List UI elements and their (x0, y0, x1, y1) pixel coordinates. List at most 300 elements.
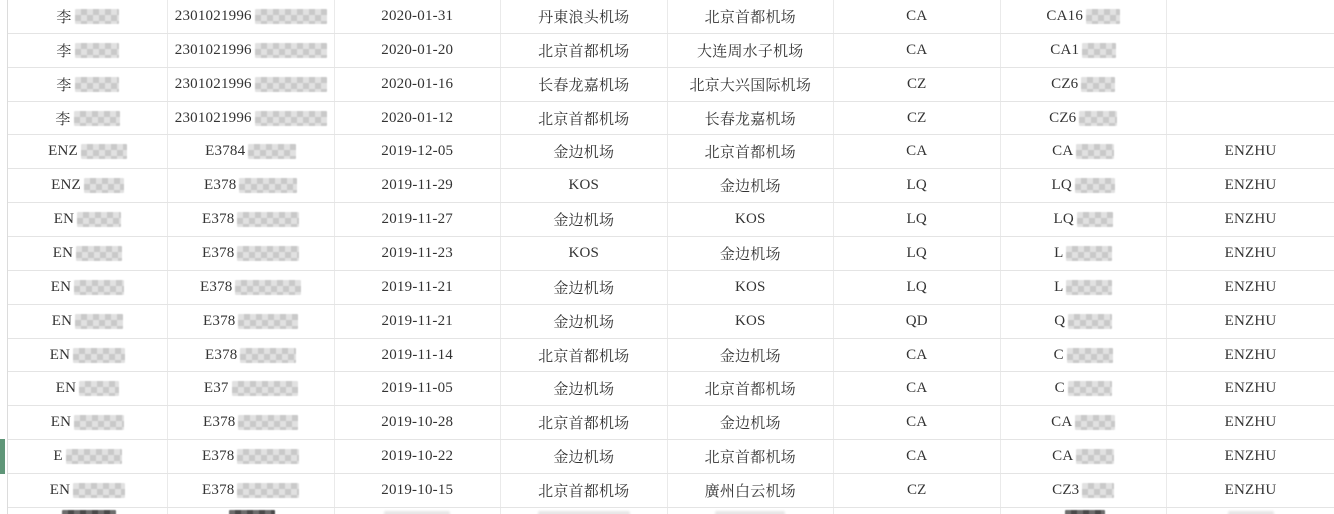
departure-airport-cell[interactable] (501, 271, 668, 304)
cell-text: 2019-11-27 (381, 211, 453, 228)
cell-text: ENZHU (1224, 448, 1277, 465)
censored-text-block (1086, 9, 1120, 24)
cell-text: 2019-10-15 (381, 481, 454, 498)
airline-code-cell[interactable] (834, 406, 1001, 439)
airline-code-cell[interactable] (834, 339, 1001, 372)
arrival-airport-cell[interactable] (668, 372, 835, 405)
airline-code-cell[interactable] (834, 0, 1001, 33)
cell-text: 长春龙嘉机场 (704, 111, 796, 128)
cell-text: CA (1051, 414, 1073, 431)
id-number-cell[interactable] (168, 305, 335, 338)
cell-text: LQ (906, 211, 927, 228)
cell-text: EN (50, 278, 72, 295)
cell-text: EN (52, 244, 74, 261)
departure-airport-cell[interactable] (501, 169, 668, 202)
departure-airport-cell[interactable] (501, 34, 668, 67)
flight-number-cell[interactable] (1001, 135, 1168, 168)
cell-text: EN (49, 346, 71, 363)
cell-text: LQ (906, 278, 927, 295)
cell-text: CA (1052, 143, 1074, 160)
cell-text: 2301021996 (174, 7, 252, 24)
cell-text: 2020-01-16 (381, 75, 454, 92)
account-name-cell[interactable] (1167, 305, 1334, 338)
faded-text-hint (384, 511, 450, 514)
account-name-cell[interactable] (1167, 102, 1334, 135)
censored-text-block (240, 348, 296, 363)
departure-airport-cell[interactable] (501, 372, 668, 405)
cell-text: 2020-01-31 (381, 7, 454, 24)
cell-text: 金边机场 (553, 280, 615, 297)
censored-text-block (255, 9, 327, 24)
cell-text: 2019-11-21 (381, 278, 453, 295)
airline-code-cell[interactable] (834, 203, 1001, 236)
cell-text: ENZHU (1224, 143, 1277, 160)
cell-text: L (1054, 244, 1064, 261)
cell-text: ENZ (48, 143, 78, 160)
cell-text: CZ (906, 109, 927, 126)
table-row[interactable] (8, 237, 1334, 271)
censored-text-block (62, 510, 116, 514)
account-name-cell[interactable] (1167, 135, 1334, 168)
flight-date-cell[interactable] (335, 169, 502, 202)
cell-text: 金边机场 (719, 416, 781, 433)
table-row[interactable] (8, 406, 1334, 440)
flight-number-cell[interactable] (1001, 0, 1168, 33)
passenger-name-cell[interactable] (8, 474, 168, 507)
passenger-name-cell[interactable] (8, 68, 168, 101)
passenger-name-cell[interactable] (8, 135, 168, 168)
censored-text-block (75, 314, 123, 329)
cell-text: ENZHU (1224, 211, 1277, 228)
departure-airport-cell[interactable] (501, 203, 668, 236)
cell-text: ENZHU (1224, 346, 1277, 363)
flight-date-cell[interactable] (335, 68, 502, 101)
cell-text: KOS (568, 244, 600, 261)
cell-text: E378 (202, 481, 235, 498)
departure-airport-cell[interactable] (501, 102, 668, 135)
departure-airport-cell[interactable] (501, 135, 668, 168)
cell-text: 北京首都机场 (538, 416, 630, 433)
id-number-cell[interactable] (168, 372, 335, 405)
cell-text: ENZHU (1224, 278, 1277, 295)
censored-text-block (75, 9, 119, 24)
censored-text-block (73, 348, 125, 363)
table-row[interactable] (8, 34, 1334, 68)
id-number-cell[interactable] (168, 203, 335, 236)
passenger-name-cell[interactable] (8, 440, 168, 473)
departure-airport-cell[interactable] (501, 406, 668, 439)
censored-text-block (1076, 144, 1114, 159)
account-name-cell[interactable] (1167, 440, 1334, 473)
cell-text: 2019-11-05 (381, 380, 453, 397)
cell-text: CA1 (1050, 41, 1080, 58)
cell-text: 北京首都机场 (538, 483, 630, 500)
cell-text: 2301021996 (174, 109, 252, 126)
flight-number-cell[interactable] (1001, 339, 1168, 372)
airline-code-cell[interactable] (834, 68, 1001, 101)
airline-code-cell[interactable] (834, 271, 1001, 304)
flight-number-cell[interactable] (1001, 237, 1168, 270)
arrival-airport-cell[interactable] (668, 135, 835, 168)
cell-text: ENZ (51, 177, 81, 194)
flight-date-cell[interactable] (335, 237, 502, 270)
airline-code-cell[interactable] (834, 34, 1001, 67)
table-row[interactable] (8, 271, 1334, 305)
cell-text: 北京首都机场 (704, 450, 796, 467)
cell-text: CZ (906, 75, 927, 92)
flight-number-cell[interactable] (1001, 372, 1168, 405)
flight-date-cell[interactable] (335, 406, 502, 439)
censored-text-block (239, 178, 297, 193)
flight-number-cell[interactable] (1001, 271, 1168, 304)
censored-text-block (255, 43, 327, 58)
flight-date-cell[interactable] (335, 372, 502, 405)
cell-text: E378 (204, 177, 237, 194)
censored-text-block (1066, 246, 1112, 261)
cell-text: 2019-10-28 (381, 414, 454, 431)
cell-text: 2019-10-22 (381, 448, 454, 465)
cell-text: CZ6 (1049, 109, 1077, 126)
cell-text: CZ6 (1051, 75, 1079, 92)
flight-date-cell[interactable] (335, 102, 502, 135)
censored-text-block (75, 77, 119, 92)
cell-text: KOS (734, 211, 766, 228)
cell-text: LQ (1051, 177, 1072, 194)
departure-airport-cell[interactable] (501, 0, 668, 33)
id-number-cell[interactable] (168, 68, 335, 101)
id-number-cell[interactable] (168, 339, 335, 372)
cell-text: 2301021996 (174, 75, 252, 92)
cell-text: 廣州白云机场 (704, 483, 796, 500)
flight-records-table (7, 0, 1334, 514)
cell-text: E378 (202, 211, 235, 228)
cell-text: 大连周水子机场 (697, 43, 804, 60)
cell-text: EN (51, 312, 73, 329)
cell-text: C (1054, 380, 1065, 397)
airline-code-cell[interactable] (834, 305, 1001, 338)
censored-text-block (1079, 111, 1117, 126)
cell-text: 2019-11-23 (381, 244, 453, 261)
censored-text-block (1068, 314, 1112, 329)
airline-code-cell[interactable] (834, 102, 1001, 135)
flight-date-cell[interactable] (335, 0, 502, 33)
airline-code-cell[interactable] (834, 474, 1001, 507)
cell-text: 2301021996 (174, 41, 252, 58)
id-number-cell[interactable] (168, 237, 335, 270)
arrival-airport-cell[interactable] (668, 271, 835, 304)
passenger-name-cell[interactable] (8, 203, 168, 236)
cell-text: E378 (203, 414, 236, 431)
airline-code-cell[interactable] (834, 169, 1001, 202)
cell-text: 北京大兴国际机场 (689, 77, 812, 94)
censored-text-block (1065, 510, 1105, 514)
cell-text: C (1053, 346, 1064, 363)
censored-text-block (229, 510, 275, 514)
arrival-airport-cell[interactable] (668, 406, 835, 439)
cell-text: 北京首都机场 (704, 145, 796, 162)
flight-date-cell[interactable] (335, 440, 502, 473)
cell-text: Q (1054, 312, 1066, 329)
censored-text-block (237, 246, 299, 261)
arrival-airport-cell[interactable] (668, 339, 835, 372)
passenger-name-cell (8, 508, 168, 514)
account-name-cell[interactable] (1167, 0, 1334, 33)
censored-text-block (238, 415, 298, 430)
arrival-airport-cell[interactable] (668, 203, 835, 236)
cell-text: E378 (205, 346, 238, 363)
cell-text: 2019-12-05 (381, 143, 454, 160)
id-number-cell[interactable] (168, 34, 335, 67)
flight-number-cell[interactable] (1001, 474, 1168, 507)
censored-text-block (1075, 178, 1115, 193)
cell-text: 李 (56, 77, 72, 94)
cell-text: EN (50, 414, 72, 431)
flight-number-cell (1001, 508, 1168, 514)
cell-text: 2019-11-14 (381, 346, 453, 363)
id-number-cell[interactable] (168, 406, 335, 439)
cell-text: CZ3 (1052, 481, 1080, 498)
censored-text-block (1081, 77, 1115, 92)
cell-text: KOS (568, 177, 600, 194)
airline-code-cell (834, 508, 1001, 514)
cell-text: CA (906, 414, 928, 431)
cell-text: 李 (55, 111, 71, 128)
account-name-cell[interactable] (1167, 372, 1334, 405)
cell-text: ENZHU (1224, 312, 1277, 329)
censored-text-block (1068, 381, 1112, 396)
cell-text: 李 (56, 43, 72, 60)
id-number-cell[interactable] (168, 102, 335, 135)
flight-number-cell[interactable] (1001, 169, 1168, 202)
cell-text: CA (1052, 448, 1074, 465)
cell-text: 金边机场 (719, 348, 781, 365)
cell-text: KOS (734, 278, 766, 295)
id-number-cell[interactable] (168, 271, 335, 304)
censored-text-block (1066, 280, 1112, 295)
censored-text-block (255, 77, 327, 92)
passenger-name-cell[interactable] (8, 406, 168, 439)
flight-number-cell[interactable] (1001, 406, 1168, 439)
id-number-cell (168, 508, 335, 514)
cell-text: E378 (203, 312, 236, 329)
censored-text-block (1077, 212, 1113, 227)
cell-text: 金边机场 (553, 213, 615, 230)
cell-text: E378 (200, 278, 233, 295)
censored-text-block (1082, 483, 1114, 498)
passenger-name-cell[interactable] (8, 305, 168, 338)
faded-text-hint (538, 511, 630, 514)
arrival-airport-cell[interactable] (668, 68, 835, 101)
flight-date-cell[interactable] (335, 203, 502, 236)
censored-text-block (81, 144, 127, 159)
account-name-cell[interactable] (1167, 406, 1334, 439)
faded-text-hint (1228, 511, 1274, 514)
cell-text: 李 (56, 9, 72, 26)
censored-text-block (77, 212, 121, 227)
cell-text: KOS (734, 312, 766, 329)
passenger-name-cell[interactable] (8, 102, 168, 135)
passenger-name-cell[interactable] (8, 372, 168, 405)
airline-code-cell[interactable] (834, 237, 1001, 270)
table-row[interactable] (8, 474, 1334, 508)
cell-text: 金边机场 (553, 382, 615, 399)
censored-text-block (237, 449, 299, 464)
table-row[interactable] (8, 135, 1334, 169)
censored-text-block (1067, 348, 1113, 363)
cell-text: E3784 (205, 143, 246, 160)
table-row[interactable] (8, 0, 1334, 34)
passenger-name-cell[interactable] (8, 169, 168, 202)
flight-date-cell[interactable] (335, 34, 502, 67)
passenger-name-cell[interactable] (8, 271, 168, 304)
censored-text-block (74, 280, 124, 295)
arrival-airport-cell (668, 508, 835, 514)
cell-text: 丹東浪头机场 (538, 9, 630, 26)
departure-airport-cell[interactable] (501, 339, 668, 372)
censored-text-block (73, 483, 125, 498)
cell-text: EN (55, 380, 77, 397)
cell-text: CA (906, 7, 928, 24)
flight-date-cell[interactable] (335, 135, 502, 168)
arrival-airport-cell[interactable] (668, 0, 835, 33)
cell-text: 北京首都机场 (538, 43, 630, 60)
passenger-name-cell[interactable] (8, 237, 168, 270)
censored-text-block (79, 381, 119, 396)
table-row[interactable] (8, 339, 1334, 373)
departure-airport-cell (501, 508, 668, 514)
departure-airport-cell[interactable] (501, 237, 668, 270)
censored-text-block (232, 381, 298, 396)
cell-text: CZ (906, 481, 927, 498)
id-number-cell[interactable] (168, 135, 335, 168)
flight-number-cell[interactable] (1001, 305, 1168, 338)
censored-text-block (76, 246, 122, 261)
arrival-airport-cell[interactable] (668, 102, 835, 135)
arrival-airport-cell[interactable] (668, 440, 835, 473)
cell-text: LQ (906, 244, 927, 261)
cell-text: 金边机场 (553, 450, 615, 467)
cell-text: 金边机场 (553, 314, 615, 331)
cell-text: LQ (1053, 211, 1074, 228)
arrival-airport-cell[interactable] (668, 474, 835, 507)
departure-airport-cell[interactable] (501, 474, 668, 507)
cell-text: E (53, 448, 63, 465)
departure-airport-cell[interactable] (501, 68, 668, 101)
flight-date-cell[interactable] (335, 339, 502, 372)
cell-text: CA (906, 380, 928, 397)
flight-number-cell[interactable] (1001, 102, 1168, 135)
table-row[interactable] (8, 68, 1334, 102)
id-number-cell[interactable] (168, 169, 335, 202)
censored-text-block (75, 43, 119, 58)
cell-text: 2020-01-20 (381, 41, 454, 58)
flight-date-cell (335, 508, 502, 514)
airline-code-cell[interactable] (834, 372, 1001, 405)
censored-text-block (237, 483, 299, 498)
cell-text: ENZHU (1224, 244, 1277, 261)
cell-text: ENZHU (1224, 481, 1277, 498)
cell-text: 金边机场 (719, 246, 781, 263)
cell-text: L (1054, 278, 1064, 295)
account-name-cell (1167, 508, 1334, 514)
censored-text-block (1082, 43, 1116, 58)
flight-date-cell[interactable] (335, 474, 502, 507)
airline-code-cell[interactable] (834, 135, 1001, 168)
account-name-cell[interactable] (1167, 474, 1334, 507)
table-row[interactable] (8, 169, 1334, 203)
flight-number-cell[interactable] (1001, 34, 1168, 67)
cell-text: 金边机场 (719, 179, 781, 196)
departure-airport-cell[interactable] (501, 440, 668, 473)
id-number-cell[interactable] (168, 0, 335, 33)
censored-text-block (255, 111, 327, 126)
id-number-cell[interactable] (168, 474, 335, 507)
flight-date-cell[interactable] (335, 305, 502, 338)
account-name-cell[interactable] (1167, 237, 1334, 270)
flight-number-cell[interactable] (1001, 68, 1168, 101)
cell-text: 北京首都机场 (704, 9, 796, 26)
cell-text: 北京首都机场 (538, 111, 630, 128)
censored-text-block (238, 314, 298, 329)
cell-text: EN (49, 481, 71, 498)
censored-text-block (66, 449, 122, 464)
account-name-cell[interactable] (1167, 34, 1334, 67)
cell-text: ENZHU (1224, 380, 1277, 397)
cell-text: CA (906, 41, 928, 58)
table-row[interactable] (8, 305, 1334, 339)
censored-text-block (235, 280, 301, 295)
cell-text: 金边机场 (553, 145, 615, 162)
account-name-cell[interactable] (1167, 271, 1334, 304)
account-name-cell[interactable] (1167, 68, 1334, 101)
departure-airport-cell[interactable] (501, 305, 668, 338)
censored-text-block (1076, 449, 1114, 464)
table-row[interactable] (8, 102, 1334, 136)
arrival-airport-cell[interactable] (668, 237, 835, 270)
cell-text: E378 (202, 244, 235, 261)
passenger-name-cell[interactable] (8, 0, 168, 33)
censored-text-block (74, 111, 120, 126)
cell-text: ENZHU (1224, 414, 1277, 431)
passenger-name-cell[interactable] (8, 339, 168, 372)
flight-number-cell[interactable] (1001, 203, 1168, 236)
cell-text: CA (906, 143, 928, 160)
table-row[interactable] (8, 203, 1334, 237)
arrival-airport-cell[interactable] (668, 169, 835, 202)
flight-date-cell[interactable] (335, 271, 502, 304)
id-number-cell[interactable] (168, 440, 335, 473)
account-name-cell[interactable] (1167, 169, 1334, 202)
cell-text: CA16 (1046, 7, 1084, 24)
account-name-cell[interactable] (1167, 339, 1334, 372)
cell-text: ENZHU (1224, 177, 1277, 194)
account-name-cell[interactable] (1167, 203, 1334, 236)
table-row[interactable] (8, 372, 1334, 406)
table-row-partial[interactable] (8, 508, 1334, 514)
censored-text-block (248, 144, 296, 159)
table-row[interactable] (8, 440, 1334, 474)
airline-code-cell[interactable] (834, 440, 1001, 473)
censored-text-block (237, 212, 299, 227)
cell-text: LQ (906, 177, 927, 194)
passenger-name-cell[interactable] (8, 34, 168, 67)
cell-text: 2019-11-21 (381, 312, 453, 329)
arrival-airport-cell[interactable] (668, 305, 835, 338)
cell-text: 2019-11-29 (381, 177, 453, 194)
flight-number-cell[interactable] (1001, 440, 1168, 473)
cell-text: 2020-01-12 (381, 109, 454, 126)
arrival-airport-cell[interactable] (668, 34, 835, 67)
